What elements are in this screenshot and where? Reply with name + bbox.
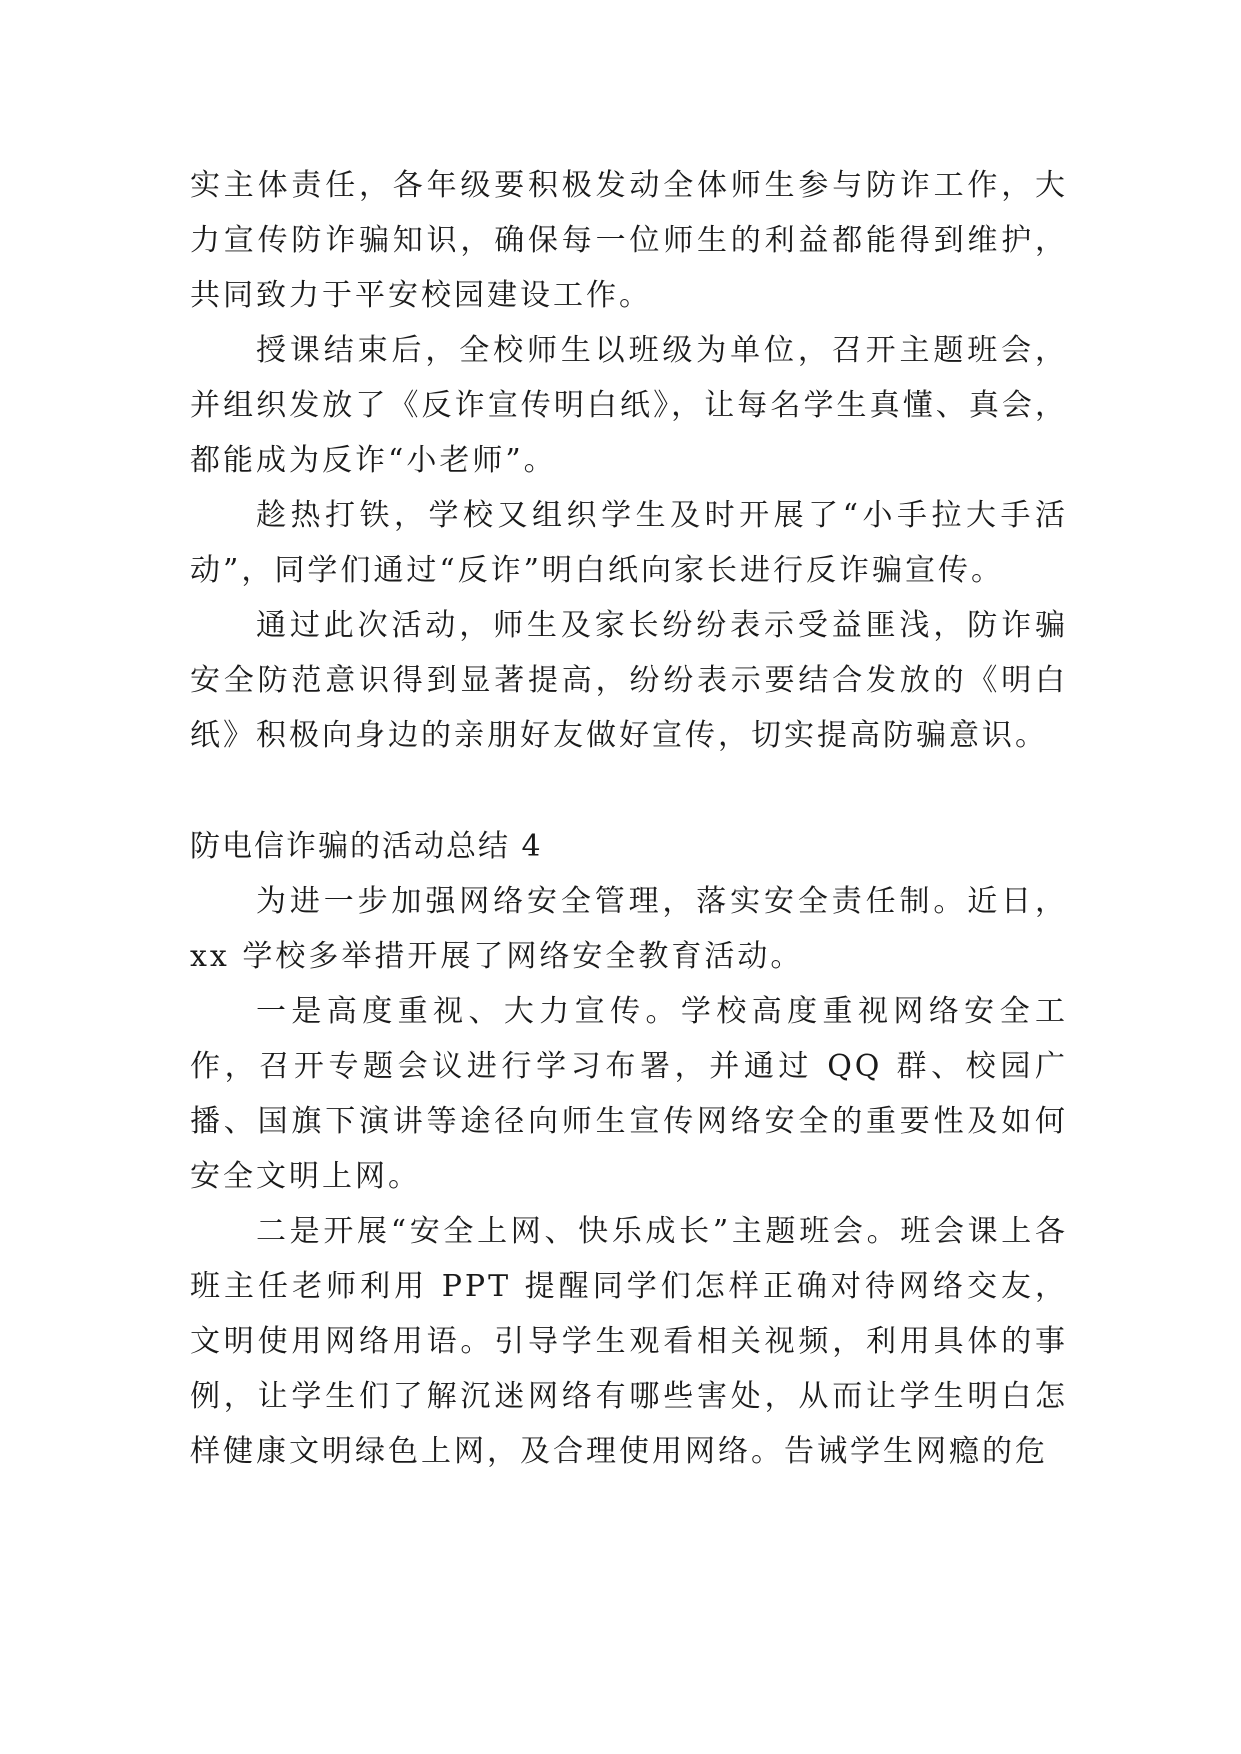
paragraph-small-hands-activity: 趁热打铁，学校又组织学生及时开展了“小手拉大手活动”，同学们通过“反诈”明白纸向家长进行反诈骗宣传。 — [190, 498, 1068, 588]
paragraph-activity-result: 通过此次活动，师生及家长纷纷表示受益匪浅，防诈骗安全防范意识得到显著提高，纷纷表示要结合发放的《明白纸》积极向身边的亲朋好友做好宣传，切实提高防骗意识。 — [190, 608, 1068, 753]
document-body — [190, 158, 1068, 1479]
paragraph-continued: 实主体责任，各年级要积极发动全体师生参与防诈工作，大力宣传防诈骗知识，确保每一位师生的利益都能得到维护，共同致力于平安校园建设工作。 — [190, 168, 1068, 313]
paragraph-point-two: 二是开展“安全上网、快乐成长”主题班会。班会课上各班主任老师利用 PPT 提醒同学们怎样正确对待网络交友，文明使用网络用语。引导学生观看相关视频，利用具体的事例，让学生们了解沉迷网络有哪些害处，从而让学生明白怎样健康文明绿色上网，及合理使用网络。告诫学生网瘾的危 — [190, 1214, 1068, 1469]
section-title: 防电信诈骗的活动总结 4 — [190, 829, 543, 864]
paragraph-class-meeting: 授课结束后，全校师生以班级为单位，召开主题班会，并组织发放了《反诈宣传明白纸》，让每名学生真懂、真会，都能成为反诈“小老师”。 — [190, 333, 1068, 478]
paragraph-point-one: 一是高度重视、大力宣传。学校高度重视网络安全工作，召开专题会议进行学习布署，并通过 QQ 群、校园广播、国旗下演讲等途径向师生宣传网络安全的重要性及如何安全文明上网。 — [190, 994, 1068, 1194]
paragraph-intro: 为进一步加强网络安全管理，落实安全责任制。近日，xx 学校多举措开展了网络安全教育活动。 — [190, 884, 1068, 974]
